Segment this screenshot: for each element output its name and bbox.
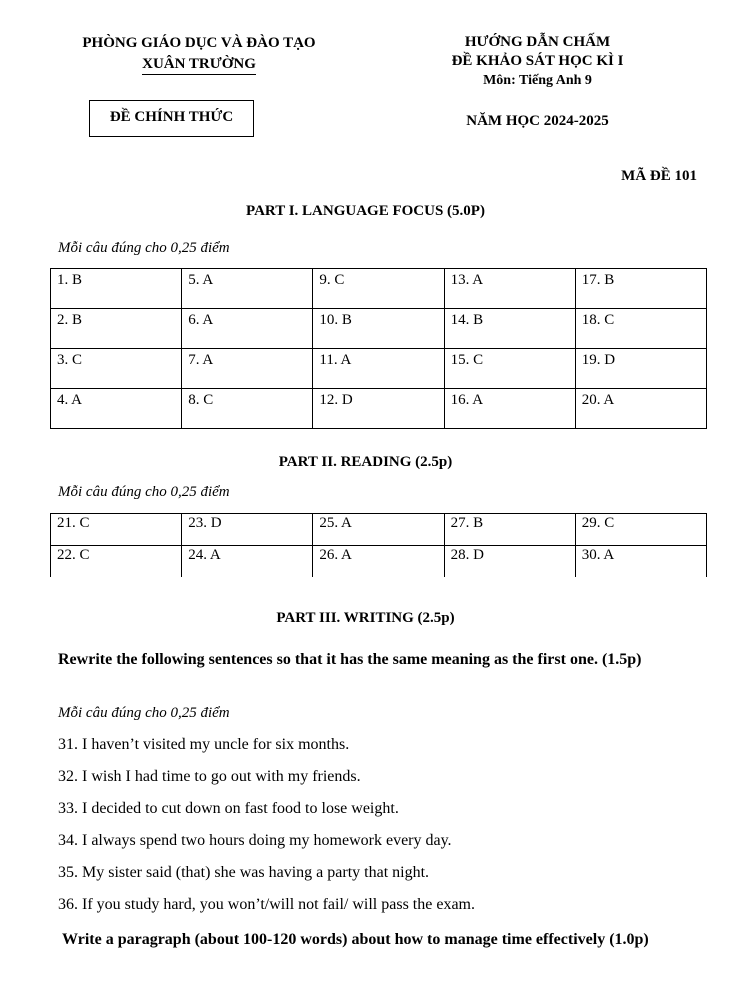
- answer-cell: 17. B: [575, 269, 706, 309]
- exam-title: ĐỀ KHẢO SÁT HỌC KÌ I: [451, 53, 624, 69]
- answer-cell: 13. A: [444, 269, 575, 309]
- answer-cell: 30. A: [575, 546, 706, 578]
- answer-cell: 2. B: [51, 309, 182, 349]
- answer-cell: 10. B: [313, 309, 444, 349]
- answer-cell: 16. A: [444, 389, 575, 429]
- table-row: [51, 546, 707, 578]
- part1-note: Mỗi câu đúng cho 0,25 điểm: [58, 240, 230, 256]
- answer-cell: 21. C: [51, 514, 182, 546]
- answer-cell: 14. B: [444, 309, 575, 349]
- answer-cell: 23. D: [182, 514, 313, 546]
- subject-label: Môn: Tiếng Anh 9: [483, 73, 592, 88]
- part1-title: PART I. LANGUAGE FOCUS (5.0P): [246, 203, 485, 219]
- answer-sentence: 32. I wish I had time to go out with my friends.: [58, 768, 361, 785]
- exam-header: [410, 33, 665, 90]
- answer-cell: 25. A: [313, 514, 444, 546]
- department-name: PHÒNG GIÁO DỤC VÀ ĐÀO TẠO: [82, 35, 316, 51]
- rewrite-instruction: Rewrite the following sentences so that it has the same meaning as the first one. (1.5p): [58, 651, 642, 668]
- part3-note: Mỗi câu đúng cho 0,25 điểm: [58, 705, 230, 721]
- answer-cell: 26. A: [313, 546, 444, 578]
- part2-answer-table: [50, 513, 707, 577]
- part2-note: Mỗi câu đúng cho 0,25 điểm: [58, 484, 230, 500]
- table-row: [51, 309, 707, 349]
- part2-title: PART II. READING (2.5p): [278, 454, 453, 470]
- part3-title: PART III. WRITING (2.5p): [276, 610, 455, 626]
- answer-cell: 15. C: [444, 349, 575, 389]
- answer-cell: 20. A: [575, 389, 706, 429]
- answer-sentence: 33. I decided to cut down on fast food to lose weight.: [58, 800, 399, 817]
- table-row: [51, 389, 707, 429]
- answer-cell: 29. C: [575, 514, 706, 546]
- district-name: XUÂN TRƯỜNG: [142, 55, 256, 75]
- answer-sentence: 31. I haven’t visited my uncle for six months.: [58, 736, 350, 753]
- answer-cell: 5. A: [182, 269, 313, 309]
- school-year: NĂM HỌC 2024-2025: [466, 113, 609, 129]
- answer-cell: 24. A: [182, 546, 313, 578]
- answer-cell: 3. C: [51, 349, 182, 389]
- answer-cell: 4. A: [51, 389, 182, 429]
- answer-cell: 1. B: [51, 269, 182, 309]
- answer-cell: 18. C: [575, 309, 706, 349]
- answer-cell: 7. A: [182, 349, 313, 389]
- paragraph-instruction: Write a paragraph (about 100-120 words) about how to manage time effectively (1.0p): [62, 931, 649, 948]
- answer-cell: 8. C: [182, 389, 313, 429]
- table-row: [51, 269, 707, 309]
- answer-sentence: 36. If you study hard, you won’t/will not fail/ will pass the exam.: [58, 896, 475, 913]
- official-exam-box: ĐỀ CHÍNH THỨC: [89, 100, 254, 137]
- exam-code: MÃ ĐỀ 101: [621, 168, 697, 184]
- department-header: [40, 33, 358, 75]
- answer-cell: 11. A: [313, 349, 444, 389]
- answer-cell: 27. B: [444, 514, 575, 546]
- answer-cell: 22. C: [51, 546, 182, 578]
- answer-cell: 12. D: [313, 389, 444, 429]
- answer-cell: 28. D: [444, 546, 575, 578]
- answer-cell: 9. C: [313, 269, 444, 309]
- answer-cell: 6. A: [182, 309, 313, 349]
- answer-cell: 19. D: [575, 349, 706, 389]
- table-row: [51, 514, 707, 546]
- guide-title: HƯỚNG DẪN CHẤM: [464, 34, 611, 50]
- answer-sentence: 34. I always spend two hours doing my homework every day.: [58, 832, 452, 849]
- table-row: [51, 349, 707, 389]
- answer-sentence: 35. My sister said (that) she was having a party that night.: [58, 864, 430, 881]
- part1-answer-table: [50, 268, 707, 429]
